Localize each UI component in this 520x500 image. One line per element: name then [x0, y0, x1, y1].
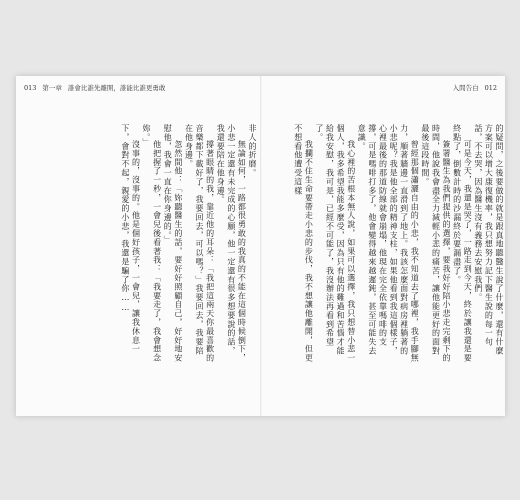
right-page-body: [274, 124, 504, 364]
right-paragraph: 可是今天，我還是哭了，一路走到今天，終於讓我還是要終點了，倒數計時的沙漏終於要漏盡了。: [452, 124, 473, 363]
left-paragraph: 非人的折磨。: [248, 124, 257, 178]
right-paragraph: 曾經那個瀟灑自由的小悲，我不知道去了哪裡，我手腳無力，順著牆邊一直滑到了地上。我該怎麼面對病房裡躺著的小悲呢？我是他全部的精神支柱，如果他看到我這個樣子，心裡最後的那道防線就會崩塌，他現在完全依靠嗎啡的支撐，可是嗎啡打多了，他會變得越來越遲鈍，甚至可能失去意識。: [357, 124, 420, 363]
right-paragraph: 簽署醫生為我們提供的選擇，要我好好陪小悲走完剩下的時間，他說我會盡全力減輕小悲的痛苦，讓他能更好的面對最後這段時間。: [420, 124, 452, 363]
book-gutter: [260, 76, 262, 416]
book-spread: [16, 76, 505, 416]
left-paragraph: 他把握了一秒，一會兒後看著我：「我要走了，我會想念妳。」: [142, 124, 162, 363]
left-page-body: [111, 124, 257, 364]
right-page-number: 012: [484, 84, 497, 92]
left-page-number: 013: [24, 84, 37, 92]
right-page-header: [453, 84, 497, 92]
right-paragraph: 我攔不住生命要帶走小悲的步伐，我不想讓他離開，但更不想看他遭受這樣: [293, 124, 314, 363]
chapter-label: 第一章: [42, 84, 62, 92]
left-paragraph: 撐著眼睛的我，靠近他的耳朵：「我把這兩天你最喜歡的音樂都下載好了，我要回去，可以嗎？」我要回去，我要陪在他身邊。: [184, 124, 215, 363]
left-paragraph: 無論如何，一路都很勇敢的我真的不能在這個時候倒下，小悲一定還有未完成的心願，他一定還有很多想要說的話，我還要陪在他身邊。: [216, 124, 247, 363]
left-paragraph: 沒事的，沒事的。他是個好孩子，一會兒，讓我休息一下，會對不起，親愛的小悲，我還是騙了你……: [120, 124, 141, 354]
left-page-header: [24, 84, 165, 92]
right-paragraph: 的疑問，之後要做的就是跟真地聽醫生說了什麼，還有什麼方案可以增大康復機率，我只想努力記下醫生說的每一句話，不去哭，因為醫生沒有義務去安慰我們。: [473, 124, 504, 356]
running-head: 入間告白: [452, 84, 479, 92]
chapter-title: 誰會比誰先離開，誰能比誰更勇敢: [67, 84, 166, 92]
left-paragraph: 忽然間他：「妳聽醫生的話，要好好照顧自己，好好地安慰他，我會一直在你身邊的。」: [163, 124, 183, 363]
right-paragraph: 我心裡的苦根本無人說，如果可以選擇，我只想替小悲一個人，我多希望我能多麼受，因為只有他的難過和苦惱才能給我安慰，我可是，已經不可能了，我沒辦法再看到希望了。: [314, 124, 356, 363]
